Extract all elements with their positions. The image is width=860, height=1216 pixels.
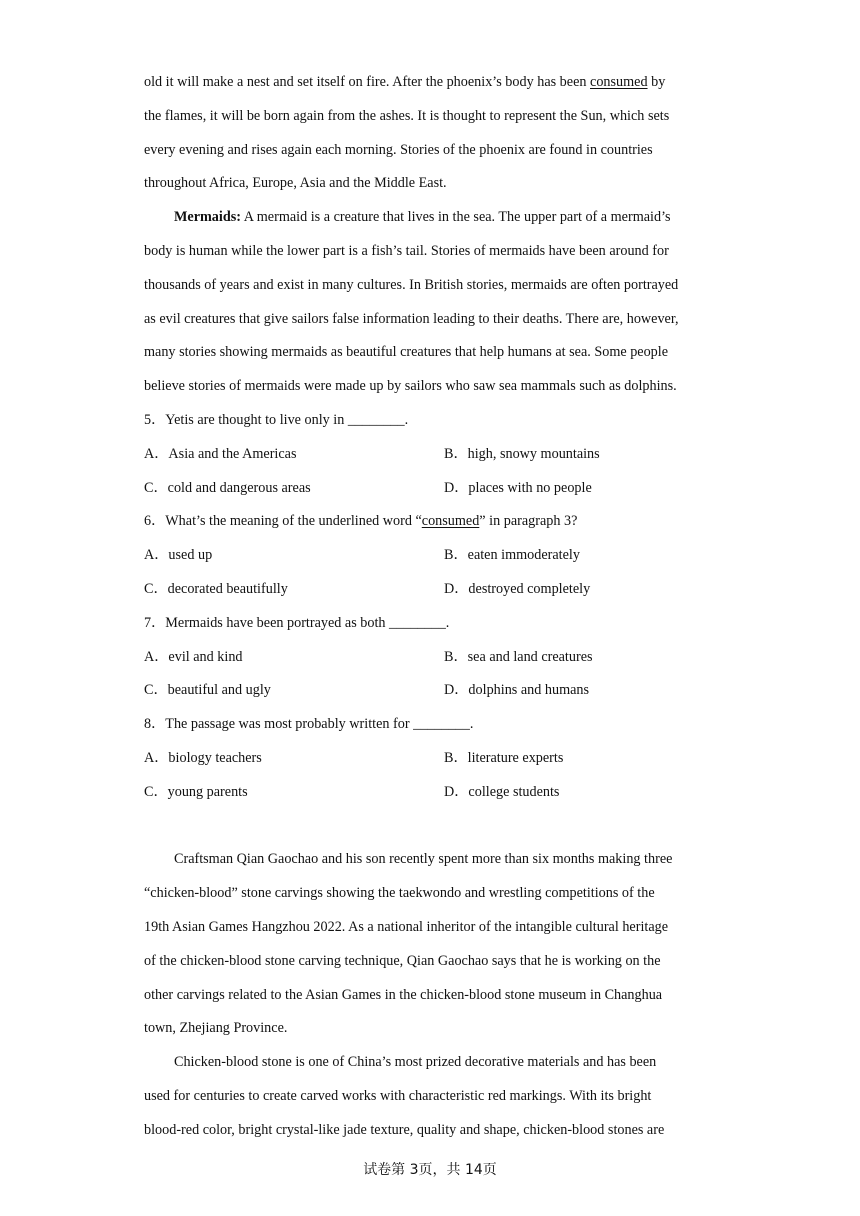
text-line: as evil creatures that give sailors false information leading to their deaths. There are, however, xyxy=(144,310,679,327)
text-line: every evening and rises again each morning. Stories of the phoenix are found in countries xyxy=(144,141,653,158)
question-5-options-row xyxy=(144,472,718,506)
text-line: other carvings related to the Asian Games in the chicken-blood stone museum in Changhua xyxy=(144,986,663,1003)
text-line: many stories showing mermaids as beautiful creatures that help humans at sea. Some people xyxy=(144,344,669,361)
option-b: B．eaten immoderately xyxy=(444,547,580,564)
section-gap xyxy=(144,810,718,844)
question-8-options-row xyxy=(144,742,718,776)
option-d: D．college students xyxy=(444,783,560,800)
text-line: of the chicken-blood stone carving technique, Qian Gaochao says that he is working on the xyxy=(144,952,661,969)
text-line: 19th Asian Games Hangzhou 2022. As a national inheritor of the intangible cultural heritage xyxy=(144,918,669,935)
option-a: A．used up xyxy=(144,547,213,564)
question-8-options-row xyxy=(144,776,718,810)
text-line: body is human while the lower part is a fish’s tail. Stories of mermaids have been around for xyxy=(144,242,669,259)
mermaids-heading: Mermaids: xyxy=(174,209,241,226)
text-line: thousands of years and exist in many cultures. In British stories, mermaids are often portrayed xyxy=(144,276,679,293)
text-line: town, Zhejiang Province. xyxy=(144,1020,288,1037)
text-line: Chicken-blood stone is one of China’s most prized decorative materials and has been xyxy=(174,1054,657,1071)
option-c: C．beautiful and ugly xyxy=(144,682,271,699)
question-5-stem: 5．Yetis are thought to live only in ________. xyxy=(144,411,409,428)
question-6-stem: 6．What’s the meaning of the underlined word “consumed” in paragraph 3? xyxy=(144,513,578,530)
question-6-options-row xyxy=(144,573,718,607)
question-8-stem: 8．The passage was most probably written for ________. xyxy=(144,716,474,733)
exam-page xyxy=(144,66,718,1148)
text-line: old it will make a nest and set itself on fire. After the phoenix’s body has been consumed by xyxy=(144,74,666,90)
option-a: A．evil and kind xyxy=(144,648,243,665)
option-b: B．sea and land creatures xyxy=(444,648,593,665)
option-d: D．destroyed completely xyxy=(444,580,591,597)
question-7-options-row xyxy=(144,674,718,708)
page-footer: 试卷第 3页，共 14页 xyxy=(363,1162,497,1178)
option-d: D．dolphins and humans xyxy=(444,682,590,699)
option-b: B．high, snowy mountains xyxy=(444,445,600,462)
option-b: B．literature experts xyxy=(444,749,564,766)
text-line: the flames, it will be born again from the ashes. It is thought to represent the Sun, which sets xyxy=(144,107,670,124)
question-5-options-row xyxy=(144,438,718,472)
text-line: throughout Africa, Europe, Asia and the Middle East. xyxy=(144,175,447,192)
option-a: A．Asia and the Americas xyxy=(144,445,297,462)
option-d: D．places with no people xyxy=(444,479,592,496)
option-a: A．biology teachers xyxy=(144,749,262,766)
text-line: Craftsman Qian Gaochao and his son recently spent more than six months making three xyxy=(174,851,673,868)
option-c: C．young parents xyxy=(144,783,248,800)
question-7-options-row xyxy=(144,641,718,675)
option-c: C．decorated beautifully xyxy=(144,580,288,597)
underlined-word: consumed xyxy=(421,513,480,530)
underlined-word: consumed xyxy=(590,74,648,90)
text-line: “chicken-blood” stone carvings showing the taekwondo and wrestling competitions of the xyxy=(144,885,655,902)
text-line: blood-red color, bright crystal-like jade texture, quality and shape, chicken-blood stones are xyxy=(144,1121,665,1138)
option-c: C．cold and dangerous areas xyxy=(144,479,311,496)
question-7-stem: 7．Mermaids have been portrayed as both ________. xyxy=(144,614,450,631)
text-line: used for centuries to create carved works with characteristic red markings. With its bright xyxy=(144,1087,652,1104)
question-6-options-row xyxy=(144,539,718,573)
mermaids-paragraph-start: Mermaids: A mermaid is a creature that lives in the sea. The upper part of a mermaid’s xyxy=(174,209,671,226)
text-line: believe stories of mermaids were made up by sailors who saw sea mammals such as dolphins. xyxy=(144,378,677,395)
